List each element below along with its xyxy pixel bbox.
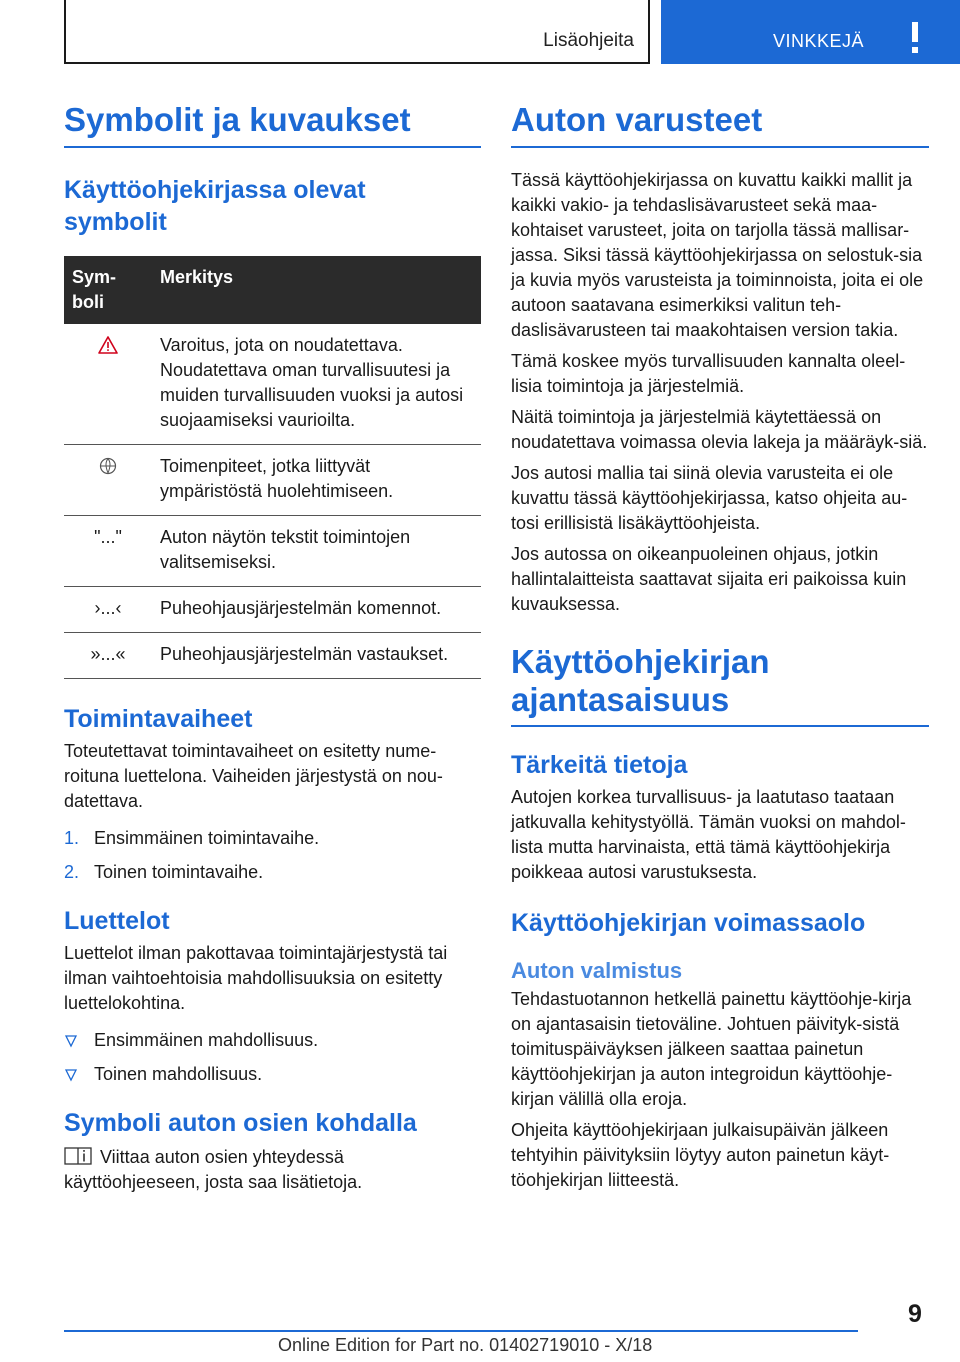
paragraph: Näitä toimintoja ja järjestelmiä käytettäessä on noudatettava voimassa olevia lakeja ja määräyk-siä. [511,407,928,452]
important-heading: Tärkeitä tietoja [511,751,688,779]
step-number: 2. [64,862,80,882]
list-item-text: Toinen mahdollisuus. [94,1064,263,1084]
table-row [64,587,481,633]
paragraph: Tämä koskee myös turvallisuuden kannalta oleel-lisia toimintoja ja järjestelmiä. [511,351,906,396]
steps-intro: Toteutettavat toimintavaiheet on esitetty nume-roituna luettelona. Vaiheiden järjestystä on nou-datettava. [64,741,443,811]
paragraph: Autojen korkea turvallisuus- ja laatutaso taataan jatkuvalla kehitystyöllä. Tämän vuoksi on mahdol-lista mutta harvinaista, että tämä käyttöohjekirja poikkeaa autosi varustuksesta. [511,787,906,882]
lists-heading: Luettelot [64,907,170,935]
left-column [64,100,481,1201]
bullet-list [64,1028,481,1087]
table-row [64,445,481,516]
symbols-table [64,256,481,679]
table-cell-meaning: Varoitus, jota on noudatettava. Noudatettava oman turvallisuutesi ja muiden turvallisuuden vuoksi ja autosi suojaamiseksi vaurioilta. [152,324,481,445]
table-cell-symbol: ›...‹ [64,587,152,633]
triangle-bullet-icon [64,1068,78,1082]
list-item [64,826,481,851]
list-item-text: Ensimmäinen mahdollisuus. [94,1030,319,1050]
section-tab [661,0,960,64]
section-tab-label: VINKKEJÄ [773,31,865,51]
exclamation-icon [909,22,921,54]
list-item [64,1062,481,1087]
environment-leaf-icon [98,456,118,476]
edition-note: Online Edition for Part no. 01402719010 - X/18 [278,1335,653,1355]
table-cell-meaning: Toimenpiteet, jotka liittyvät ympäristöstä huolehtimiseen. [152,445,481,516]
triangle-bullet-icon [64,1034,78,1048]
table-cell-symbol [64,445,152,516]
table-cell-meaning: Auton näytön tekstit toimintojen valitsemiseksi. [152,516,481,587]
symbol-text: Viittaa auton osien yhteydessä käyttöohjeeseen, josta saa lisätietoja. [64,1147,363,1192]
steps-list [64,826,481,885]
col-header-symbol: Sym- boli [64,256,152,324]
table-cell-meaning: Puheohjausjärjestelmän komennot. [152,587,481,633]
lists-intro: Luettelot ilman pakottavaa toimintajärjestystä tai ilman vaihtoehtoisia mahdollisuuksia on esitetty luettelokohtina. [64,943,448,1013]
table-cell-symbol: »...« [64,633,152,679]
table-row [64,324,481,445]
paragraph: Tässä käyttöohjekirjassa on kuvattu kaikki mallit ja kaikki vakio- ja tehdaslisävarusteet sekä maa-kohtaiset varusteet, joita on tarjolla tässä mallisar-jassa. Siksi tässä käyttöohjekirjassa on selostuk-sia ja kuvia myös varusteista ja toiminnoista, joita ei ole autoon saatavana esimerkiksi valitun teh-daslisävarusteen tai maakohtaisen version takia. [511,170,924,340]
section-title-currency: Käyttöohjekirjan ajantasaisuus [511,643,929,727]
table-row [64,633,481,679]
table-cell-symbol [64,324,152,445]
step-text: Ensimmäinen toimintavaihe. [94,828,320,848]
symbols-heading: Käyttöohjekirjassa olevat symbolit [64,176,366,236]
table-cell-symbol: "..." [64,516,152,587]
paragraph: Ohjeita käyttöohjekirjaan julkaisupäivän jälkeen tehtyihin päivityksiin löytyy auton painetun käyt-töohjekirjan liitteestä. [511,1120,890,1190]
validity-heading: Käyttöohjekirjan voimassaolo [511,909,866,937]
table-header-row [64,256,481,324]
paragraph: Jos autosi mallia tai siinä olevia varusteita ei ole kuvattu tässä käyttöohjekirjassa, katso ohjeita au-tosi erillisistä lisäkäyttöohjeista. [511,463,908,533]
chapter-title: Lisäohjeita [543,30,634,51]
page-number: 9 [908,1300,922,1328]
page-title: Symbolit ja kuvaukset [64,100,481,148]
chapter-box [64,0,650,64]
col-header-meaning: Merkitys [152,256,481,324]
list-item [64,1028,481,1053]
section-title-equipment: Auton varusteet [511,100,929,148]
warning-triangle-icon [98,336,118,354]
table-row [64,516,481,587]
page-header [0,0,960,66]
steps-heading: Toimintavaiheet [64,705,253,733]
table-cell-meaning: Puheohjausjärjestelmän vastaukset. [152,633,481,679]
paragraph: Tehdastuotannon hetkellä painettu käyttöohje-kirja on ajantasaisin tietoväline. Johtuen päivityk-sistä toimituspäiväyksen jälkeen saattaa painetun käyttöohjekirjan ja auton integroidun käyttöohje-kirjan välillä olla eroja. [511,989,912,1109]
right-column [511,100,929,1199]
paragraph: Jos autossa on oikeanpuoleinen ohjaus, jotkin hallintalaitteista saattavat sijaita eri paikoissa kuin kuvauksessa. [511,544,907,614]
step-text: Toinen toimintavaihe. [94,862,264,882]
book-info-icon [64,1147,94,1165]
symbol-heading: Symboli auton osien kohdalla [64,1109,417,1137]
footer-divider [64,1330,858,1332]
manufacture-heading: Auton valmistus [511,958,683,983]
step-number: 1. [64,828,80,848]
list-item [64,860,481,885]
